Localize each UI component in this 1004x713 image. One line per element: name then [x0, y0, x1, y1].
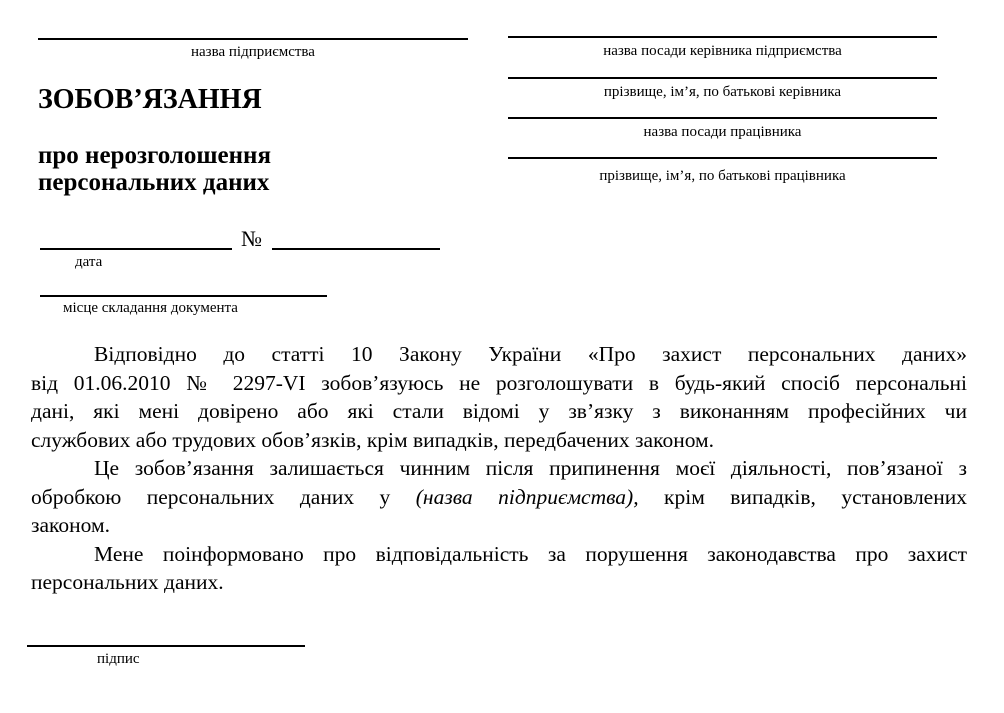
body-line: [31, 540, 967, 569]
document-number-blank-line: [272, 248, 440, 250]
body-text-run: персональних даних.: [31, 570, 224, 594]
body-line: [31, 397, 967, 426]
body-line: [31, 454, 967, 483]
numero-sign: №: [241, 226, 262, 251]
body-text-run: службових або трудових обов’язків, крім випадків, передбачених законом.: [31, 427, 715, 452]
form-field-caption: назва посади керівника підприємства: [603, 43, 842, 59]
signature-blank-line: [27, 645, 305, 647]
place-caption: місце складання документа: [63, 300, 238, 316]
form-field-caption: прізвище, ім’я, по батькові працівника: [599, 168, 846, 184]
form-field-blank-line: [508, 117, 937, 141]
document-subtitle: про нерозголошення персональних даних: [38, 142, 271, 196]
body-text: [31, 340, 967, 597]
company-name-blank-line: [38, 38, 468, 40]
form-field-caption: прізвище, ім’я, по батькові керівника: [603, 84, 842, 100]
body-line: [31, 426, 967, 455]
body-line: [31, 369, 967, 398]
form-field-blank-line: [508, 36, 937, 60]
form-field-blank-line: [508, 77, 937, 101]
body-line: [31, 483, 967, 512]
form-field-blank-line: [508, 157, 937, 185]
body-text-run: дані, які мені довірено або які стали відомі у зв’язку з виконанням професійних чи: [31, 399, 967, 423]
body-text-run: Це зобов’язання залишається чинним після припинення моєї діяльності, пов’язаної з: [94, 456, 967, 480]
body-text-run: обробкою персональних даних у: [31, 484, 416, 509]
date-blank-line: [40, 248, 232, 250]
place-blank-line: [40, 295, 327, 297]
body-line: [31, 511, 967, 540]
date-caption: дата: [75, 254, 103, 270]
body-line: [31, 568, 967, 597]
body-text-run: від 01.06.2010 № 2297-VI зобов’язуюсь не розголошувати в будь-який спосіб персональні: [31, 370, 967, 395]
parties-fields: [508, 0, 937, 200]
signature-caption: підпис: [97, 651, 140, 667]
body-text-run: Відповідно до статті 10 Закону України «Про захист персональних даних»: [94, 342, 967, 366]
body-text-italic: (назва підприємства),: [415, 484, 639, 509]
company-name-caption: назва підприємства: [191, 44, 315, 60]
body-text-run: законом.: [31, 513, 110, 537]
document-title: ЗОБОВ’ЯЗАННЯ: [38, 84, 262, 115]
body-text-run: Мене поінформовано про відповідальність за порушення законодавства про захист: [94, 541, 967, 566]
body-line: [31, 340, 967, 369]
form-field-caption: назва посади працівника: [643, 124, 802, 140]
body-text-run: крім випадків, установлених: [638, 484, 967, 509]
